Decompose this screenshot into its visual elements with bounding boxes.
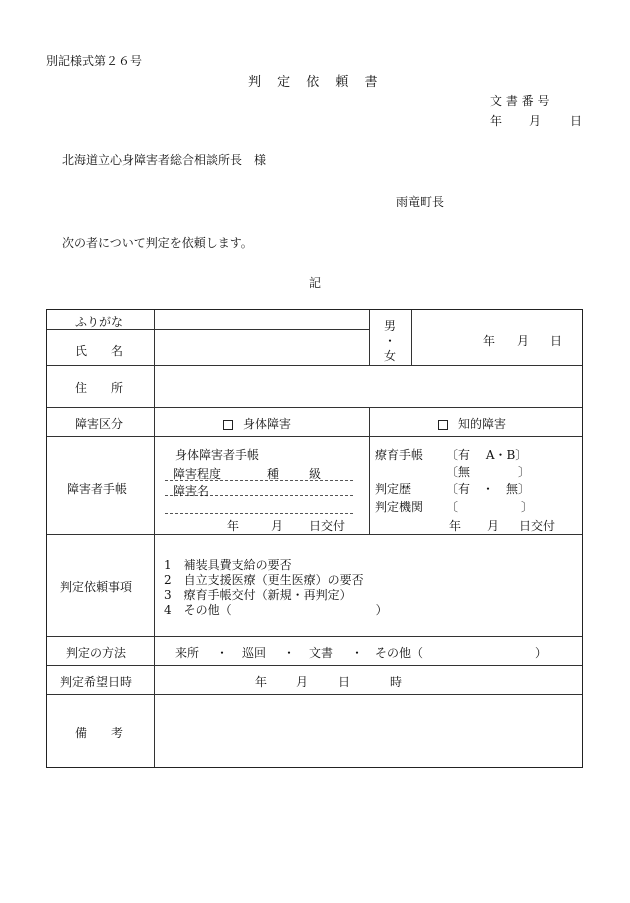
method-document: 文書 <box>309 646 334 660</box>
request-text: 次の者について判定を依頼します。 <box>62 236 253 250</box>
document-title: 判 定 依 頼 書 <box>248 75 384 90</box>
birth-day: 日 <box>550 334 563 348</box>
judgment-agency: 判定機関 <box>375 500 424 514</box>
disability-class-label: 障害区分 <box>75 417 124 431</box>
history-values: 〔有 ・ 無〕 <box>446 482 531 496</box>
sender: 雨竜町長 <box>396 195 445 209</box>
sex-dot: ・ <box>384 334 397 348</box>
method-sep: ・ <box>216 646 229 660</box>
checkbox-physical[interactable] <box>223 420 233 430</box>
issued2-day: 日交付 <box>519 519 556 533</box>
ryoiku-handbook: 療育手帳 <box>375 448 424 462</box>
issued2-month: 月 <box>487 519 500 533</box>
request-item: 2 自立支援医療（更生医療）の要否 <box>164 573 364 587</box>
kind: 種 <box>267 467 280 481</box>
address-label: 住 所 <box>75 381 124 395</box>
request-item: 3 療育手帳交付（新規・再判定） <box>164 588 352 602</box>
ki-mark: 記 <box>309 276 322 290</box>
judgment-history: 判定歴 <box>375 482 412 496</box>
disability-name: 障害名 <box>173 484 210 498</box>
issued-month: 月 <box>271 519 284 533</box>
desired-hour: 時 <box>390 675 403 689</box>
desired-day: 日 <box>338 675 351 689</box>
date-year: 年 <box>490 114 503 128</box>
ryoiku-none: 〔無 〕 <box>446 465 531 479</box>
checkbox-intellectual[interactable] <box>438 420 448 430</box>
handbook-label: 障害者手帳 <box>67 482 128 496</box>
date-month: 月 <box>529 114 542 128</box>
option-physical[interactable] <box>223 415 291 432</box>
method-label: 判定の方法 <box>66 646 127 660</box>
method-sep: ・ <box>283 646 296 660</box>
issued-year: 年 <box>227 519 240 533</box>
desired-month: 月 <box>296 675 309 689</box>
issued-day: 日交付 <box>309 519 346 533</box>
birth-year: 年 <box>483 334 496 348</box>
issued2-year: 年 <box>449 519 462 533</box>
addressee: 北海道立心身障害者総合相談所長 様 <box>62 153 267 167</box>
option-physical-label: 身体障害 <box>243 417 292 431</box>
ryoiku-values: 〔有 A・B〕 <box>446 448 528 462</box>
form-number: 別記様式第２６号 <box>46 54 143 68</box>
option-intellectual-label: 知的障害 <box>458 417 507 431</box>
disability-degree: 障害程度 <box>173 467 222 481</box>
agency-open: 〔 <box>446 500 459 514</box>
method-tour: 巡回 <box>242 646 267 660</box>
sex-female: 女 <box>384 349 397 363</box>
method-other-close: ） <box>535 646 548 660</box>
method-visit: 来所 <box>175 646 200 660</box>
physical-handbook: 身体障害者手帳 <box>175 448 260 462</box>
request-item: 1 補装具費支給の要否 <box>164 558 292 572</box>
furigana-label: ふりがな <box>75 315 124 329</box>
method-sep: ・ <box>351 646 364 660</box>
date-day: 日 <box>570 114 583 128</box>
option-intellectual[interactable] <box>438 415 506 432</box>
desired-year: 年 <box>255 675 268 689</box>
sex-male: 男 <box>384 319 397 333</box>
desired-date-label: 判定希望日時 <box>60 675 133 689</box>
request-items-label: 判定依頼事項 <box>60 580 133 594</box>
remarks-label: 備 考 <box>75 726 124 740</box>
name-label: 氏 名 <box>75 344 124 358</box>
document-number-label: 文 書 番 号 <box>490 94 550 108</box>
request-form-table <box>46 309 583 768</box>
grade: 級 <box>309 467 322 481</box>
method-other: その他（ <box>375 646 424 660</box>
agency-close: 〕 <box>521 500 534 514</box>
request-item: 4 その他（ ） <box>164 603 388 617</box>
birth-month: 月 <box>517 334 530 348</box>
